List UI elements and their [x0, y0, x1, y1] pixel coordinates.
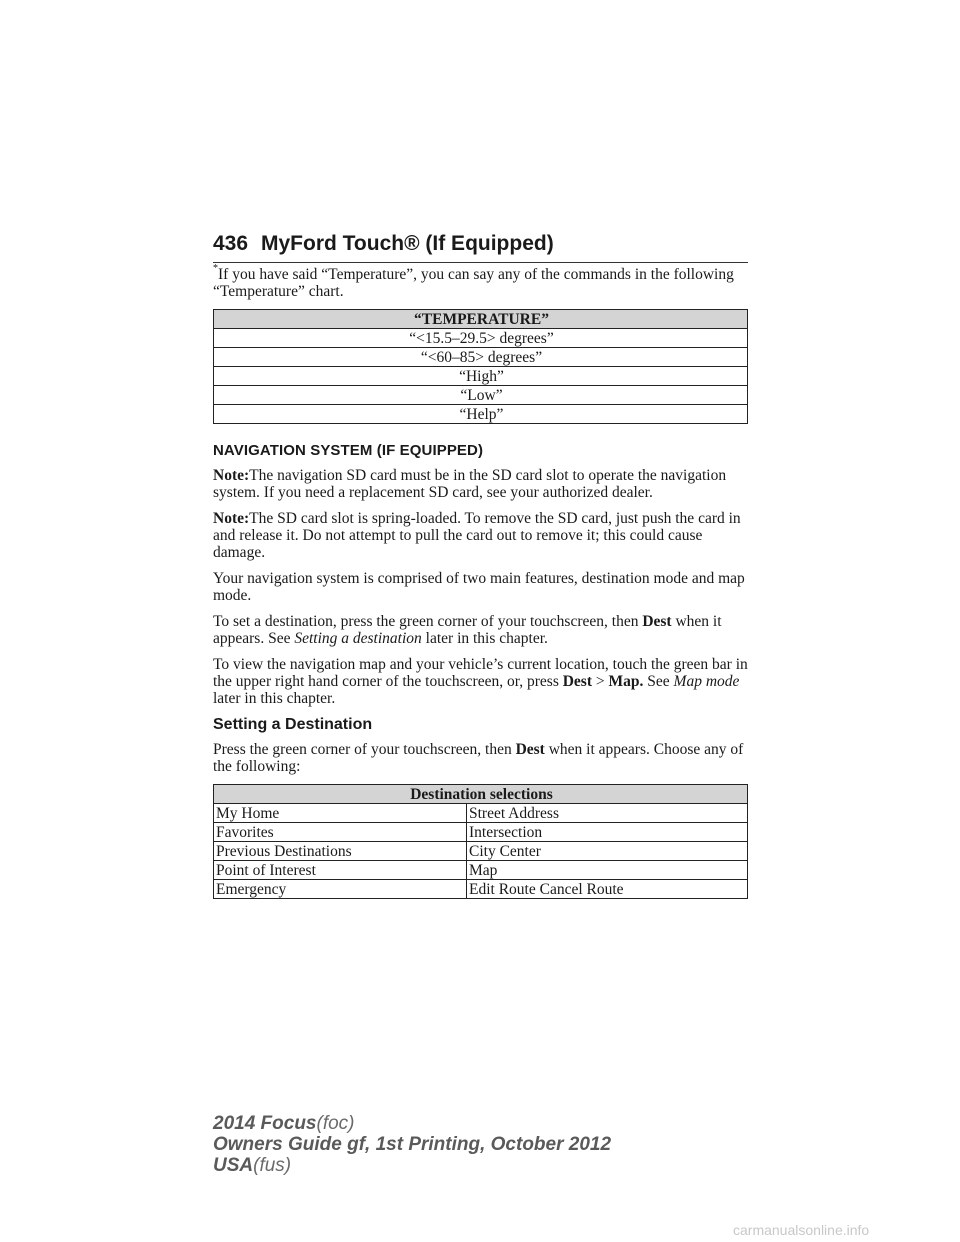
table-cell: Street Address: [467, 804, 748, 823]
note-text: The navigation SD card must be in the SD card slot to operate the navigation system. If you need a replacement SD card, see your authorized dealer.: [213, 467, 727, 501]
table-cell: Map: [467, 861, 748, 880]
setting-destination-heading: Setting a Destination: [213, 716, 373, 733]
text-run: To set a destination, press the green corner of your touchscreen, then: [213, 613, 643, 630]
cross-reference: Map mode: [673, 673, 740, 690]
table-cell: Edit Route Cancel Route: [467, 880, 748, 899]
dest-term: Dest: [562, 673, 593, 690]
text-run: Press the green corner of your touchscreen, then: [213, 741, 516, 758]
temperature-table-row: “<60–85> degrees”: [214, 348, 748, 367]
table-cell: Previous Destinations: [214, 842, 467, 861]
table-row: [214, 861, 748, 880]
text-run: later in this chapter.: [421, 630, 548, 647]
text-run: later in this chapter.: [213, 690, 336, 707]
dest-term: Dest: [515, 741, 545, 758]
temperature-table: [213, 309, 748, 424]
footnote-text: If you have said “Temperature”, you can say any of the commands in the following “Temperature” chart.: [213, 266, 734, 300]
table-cell: Favorites: [214, 823, 467, 842]
watermark: carmanualsonline.info: [733, 1222, 870, 1238]
note-sd-slot: [213, 510, 748, 561]
table-cell: Point of Interest: [214, 861, 467, 880]
temperature-table-row: “Help”: [214, 405, 748, 424]
view-map-paragraph: [213, 656, 748, 707]
text-run: when it appears. Choose any of the following:: [213, 741, 744, 775]
footer-region-line: [213, 1155, 611, 1176]
temperature-table-row: “High”: [214, 367, 748, 386]
footer-model: 2014 Focus: [213, 1113, 317, 1134]
map-term: Map.: [608, 673, 644, 690]
cross-reference: Setting a destination: [294, 630, 422, 647]
temperature-footnote: [213, 263, 748, 300]
footer-model-line: [213, 1113, 611, 1134]
table-row: [214, 823, 748, 842]
page-header: [213, 228, 748, 263]
table-cell: My Home: [214, 804, 467, 823]
table-row: [214, 804, 748, 823]
note-sd-card: [213, 467, 748, 501]
note-label: Note:: [213, 467, 250, 484]
footer-model-code: (foc): [316, 1113, 355, 1134]
footer-region: USA: [213, 1155, 254, 1176]
chapter-title: MyFord Touch® (If Equipped): [261, 232, 554, 255]
dest-term: Dest: [642, 613, 672, 630]
table-row: [214, 880, 748, 899]
text-run: when it appears. See: [213, 613, 722, 647]
page-content: [213, 263, 748, 917]
note-label: Note:: [213, 510, 250, 527]
navigation-heading: NAVIGATION SYSTEM (IF EQUIPPED): [213, 442, 484, 459]
footnote-asterisk: *: [213, 263, 218, 274]
temperature-table-header: “TEMPERATURE”: [214, 310, 748, 329]
destination-table-header: Destination selections: [214, 785, 748, 804]
page-footer: [213, 1113, 611, 1176]
temperature-table-row: “<15.5–29.5> degrees”: [214, 329, 748, 348]
navigation-features-paragraph: Your navigation system is comprised of two main features, destination mode and map mode.: [213, 570, 745, 604]
footer-region-code: (fus): [253, 1155, 292, 1176]
footer-guide-line: [213, 1134, 611, 1155]
table-row: [214, 842, 748, 861]
page-number: 436: [213, 232, 249, 255]
temperature-table-row: “Low”: [214, 386, 748, 405]
destination-table: [213, 784, 748, 899]
table-cell: Intersection: [467, 823, 748, 842]
footer-guide: Owners Guide gf, 1st Printing, October 2012: [213, 1134, 612, 1155]
table-cell: City Center: [467, 842, 748, 861]
setting-destination-paragraph: [213, 741, 748, 775]
text-run: See: [643, 673, 674, 690]
set-destination-paragraph: [213, 613, 748, 647]
note-text: The SD card slot is spring-loaded. To remove the SD card, just push the card in and release it. Do not attempt to pull the card out to remove it; this could cause damage.: [213, 510, 741, 561]
text-run: >: [592, 673, 609, 690]
table-cell: Emergency: [214, 880, 467, 899]
text-run: To view the navigation map and your vehicle’s current location, touch the green bar in the upper right hand corner of the touchscreen, or, press: [213, 656, 748, 690]
